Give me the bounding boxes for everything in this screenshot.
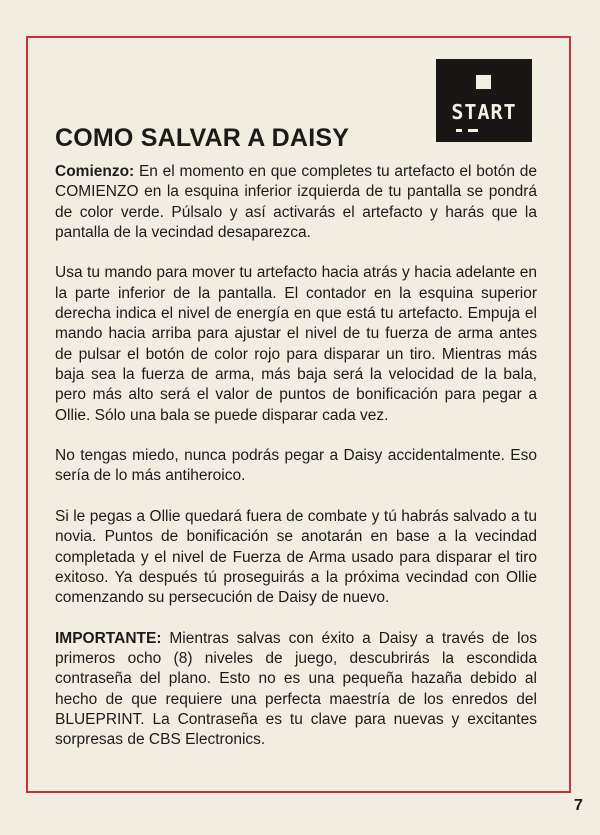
start-button-icon [436,59,532,142]
badge-mark [468,129,478,132]
page-number: 7 [574,797,583,814]
badge-mark [456,129,462,132]
paragraph-text: No tengas miedo, nunca podrás pegar a Daisy accidentalmente. Eso sería de lo más antiheroico. [55,447,537,485]
paragraph-text: Usa tu mando para mover tu artefacto hacia atrás y hacia adelante en la parte inferior de la pantalla. El contador en la esquina superior derecha indica el nivel de energía en que está tu artefacto. Empuja el mando hacia arriba para ajustar el nivel de tu fuerza de arma antes de pulsar el botón de color rojo para disparar un tiro. Mientras más baja sea la fuerza de arma, más baja será la velocidad de la bala, pero más alto será el valor de puntos de bonificación para pegar a Ollie. Sólo una bala se puede disparar cada vez. [55,264,537,424]
paragraph-lead: IMPORTANTE: [55,629,162,647]
paragraph [55,446,537,487]
paragraph [55,507,537,608]
paragraph-text: Mientras salvas con éxito a Daisy a través de los primeros ocho (8) niveles de juego, descubrirás la escondida contraseña del plano. Esto no es una pequeña hazaña debido al hecho de que requiere una perfecta maestría de los enredos del BLUEPRINT. La Contraseña es tu clave para nuevas y excitantes sorpresas de CBS Electronics. [55,629,537,749]
paragraph [55,629,537,751]
indicator-light-icon [476,75,491,89]
paragraph [55,263,537,425]
paragraph-lead: Comienzo: [55,163,135,180]
body-text [55,162,537,751]
page-title: COMO SALVAR A DAISY [55,124,350,152]
start-label: START [451,100,517,124]
paragraph-text: En el momento en que completes tu artefacto el botón de COMIENZO en la esquina inferior izquierda de tu pantalla se pondrá de color verde. Púlsalo y así activarás el artefacto y harás que la pantalla de la vecindad desaparezca. [55,163,537,241]
paragraph [55,162,537,243]
paragraph-text: Si le pegas a Ollie quedará fuera de combate y tú habrás salvado a tu novia. Puntos de bonificación se anotarán en base a la vecindad completada y el nivel de Fuerza de Arma usado para disparar el tiro exitoso. Ya después tú proseguirás a la próxima vecindad con Ollie comenzando su persecución de Daisy de nuevo. [55,508,537,607]
